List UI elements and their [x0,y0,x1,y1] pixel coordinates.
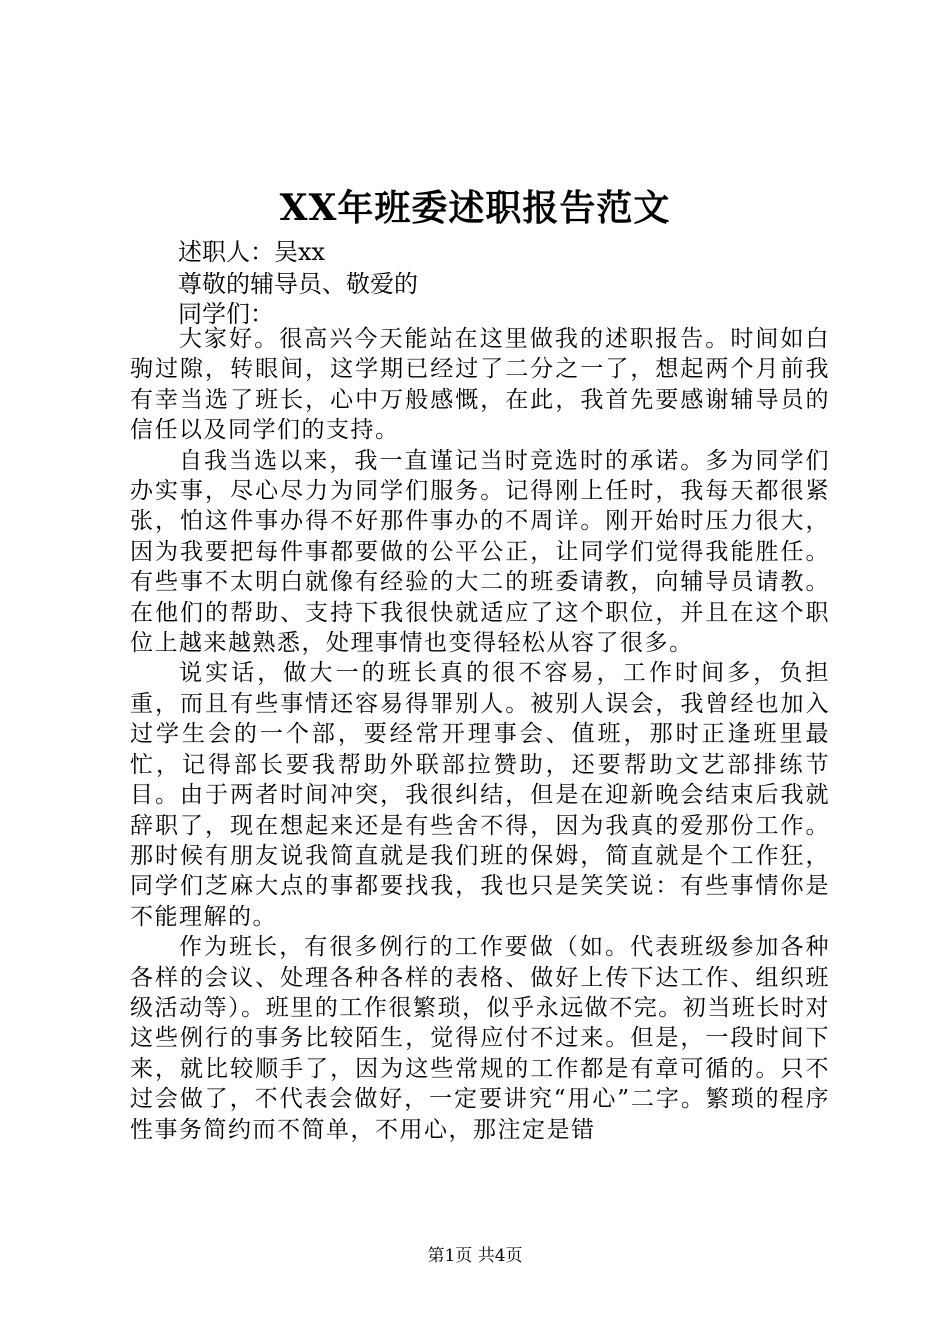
paragraph-difficulties: 说实话，做大一的班长真的很不容易，工作时间多，负担重，而且有些事情还容易得罪别人。被别人误会，我曾经也加入过学生会的一个部，要经常开理事会、值班，那时正逢班里最忙，记得部长要我帮助外联部拉赞助，还要帮助文艺部排练节目。由于两者时间冲突，我很纠结，但是在迎新晚会结束后我就辞职了，现在想起来还是有些舍不得，因为我真的爱那份工作。那时候有朋友说我简直就是我们班的保姆，简直就是个工作狂，同学们芝麻大点的事都要找我，我也只是笑笑说：有些事情你是不能理解的。 [130,660,830,930]
page-number-footer: 第1页 共4页 [427,1246,523,1266]
author-line: 述职人：吴xx [178,238,326,266]
document-title: XX年班委述职报告范文 [279,187,671,229]
salutation-line-continued: 同学们： [178,300,274,328]
paragraph-greeting: 大家好。很高兴今天能站在这里做我的述职报告。时间如白驹过隙，转眼间，这学期已经过了二分之一了，想起两个月前我有幸当选了班长，心中万般感慨，在此，我首先要感谢辅导员的信任以及同学们的支持。 [130,326,830,444]
salutation-line: 尊敬的辅导员、敬爱的 [178,270,418,298]
paragraph-routine-work: 作为班长，有很多例行的工作要做（如。代表班级参加各种各样的会议、处理各种各样的表格、做好上传下达工作、组织班级活动等）。班里的工作很繁琐，似乎永远做不完。初当班长时对这些例行的事务比较陌生，觉得应付不过来。但是，一段时间下来，就比较顺手了，因为这些常规的工作都是有章可循的。只不过会做了，不代表会做好，一定要讲究“用心”二字。繁琐的程序性事务简约而不简单，不用心，那注定是错 [130,934,830,1143]
report-body [130,324,830,1145]
paragraph-commitment: 自我当选以来，我一直谨记当时竞选时的承诺。多为同学们办实事，尽心尽力为同学们服务。记得刚上任时，我每天都很紧张，怕这件事办得不好那件事办的不周详。刚开始时压力很大，因为我要把每件事都要做的公平公正，让同学们觉得我能胜任。有些事不太明白就像有经验的大二的班委请教，向辅导员请教。在他们的帮助、支持下我很快就适应了这个职位，并且在这个职位上越来越熟悉，处理事情也变得轻松从容了很多。 [130,447,830,657]
